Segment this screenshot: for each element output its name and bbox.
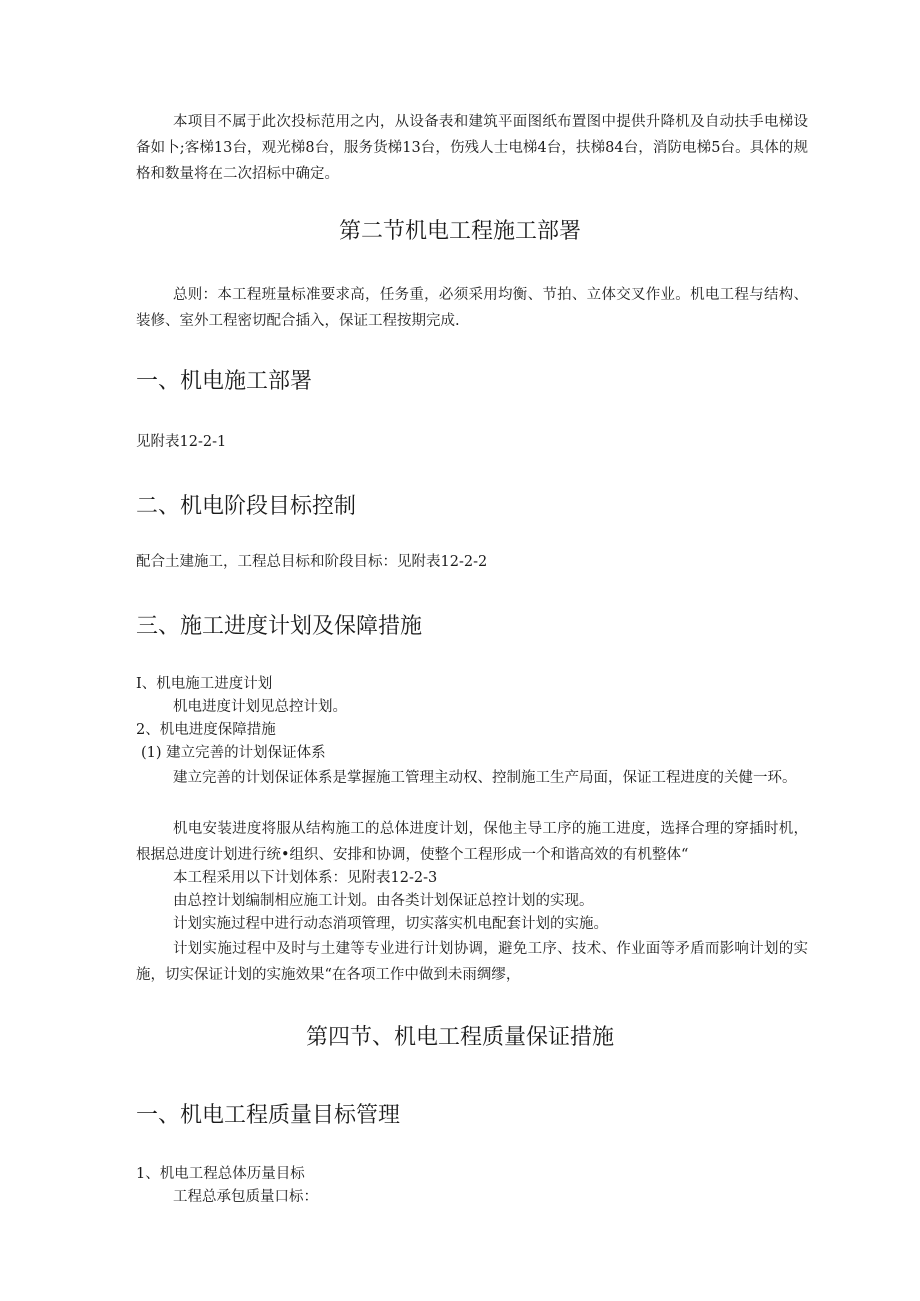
item2-heading: 2、机电进度保障措施 [136,722,276,738]
paragraph-p2: 机电安装进度将服从结构施工的总体进度计划，保他主导工序的施工进度，选择合理的穿插时机，根据总进度计划进行统•组织、安排和协调，使整个工程形成一个和谐高效的有机整体“ [136,821,808,863]
section2-title: 第二节机电工程施工部署 [338,219,581,244]
part2-text: 配合土建施工，工程总目标和阶段目标：见附表12-2-2 [136,554,488,570]
line-l3: 本工程采用以下计划体系：见附表12-2-3 [173,870,438,886]
part2-heading: 二、机电阶段目标控制 [136,494,357,519]
line-l4: 由总控计划编制相应施工计划。由各类计划保证总控计划的实现。 [173,893,594,909]
paragraph-p6: 计划实施过程中及时与土建等专业进行计划协调，避免工序、技术、作业面等矛盾而影响计划的实施，切实保证计划的实施效果“在各项工作中做到未雨绸缪， [136,941,808,983]
section4-item1-heading: 1、机电工程总体历量目标 [136,1166,305,1182]
line-l5: 计划实施过程中进行动态消项管理，切实落实机电配套计划的实施。 [173,916,608,932]
paragraph-p1: 建立完善的计划保证体系是掌握施工管理主动权、控制施工生产局面，保证工程进度的关健一环。 [173,770,797,786]
section4-part1-heading: 一、机电工程质量目标管理 [136,1103,401,1128]
general-paragraph: 总则：本工程班量标准要求高，任务重，必须采用均衡、节拍、立体交叉作业。机电工程与结构、装修、室外工程密切配合插入，保证工程按期完成. [136,287,808,329]
intro-paragraph: 本项目不属于此次投标范用之内，从设备表和建筑平面图纸布置图中提供升降机及自动扶手电梯设备如卜;客梯13台，观光梯8台，服务货梯13台，伤残人士电梯4台，扶梯84台，消防电梯5台。具体的规格和数量将在二次招标中确定。 [136,114,808,182]
section4-item1-text: 工程总承包质量口标： [173,1189,318,1205]
part1-text: 见附表12-2-1 [136,434,227,450]
sub1-heading: (1) 建立完善的计划保证体系 [141,745,326,761]
item1-text: 机电进度计划见总控计划。 [173,699,347,715]
part3-heading: 三、施工进度计划及保障措施 [136,614,423,639]
item1-heading: I、机电施工进度计划 [136,676,273,692]
section4-title: 第四节、机电工程质量保证措施 [305,1025,614,1050]
part1-heading: 一、机电施工部署 [136,369,313,394]
